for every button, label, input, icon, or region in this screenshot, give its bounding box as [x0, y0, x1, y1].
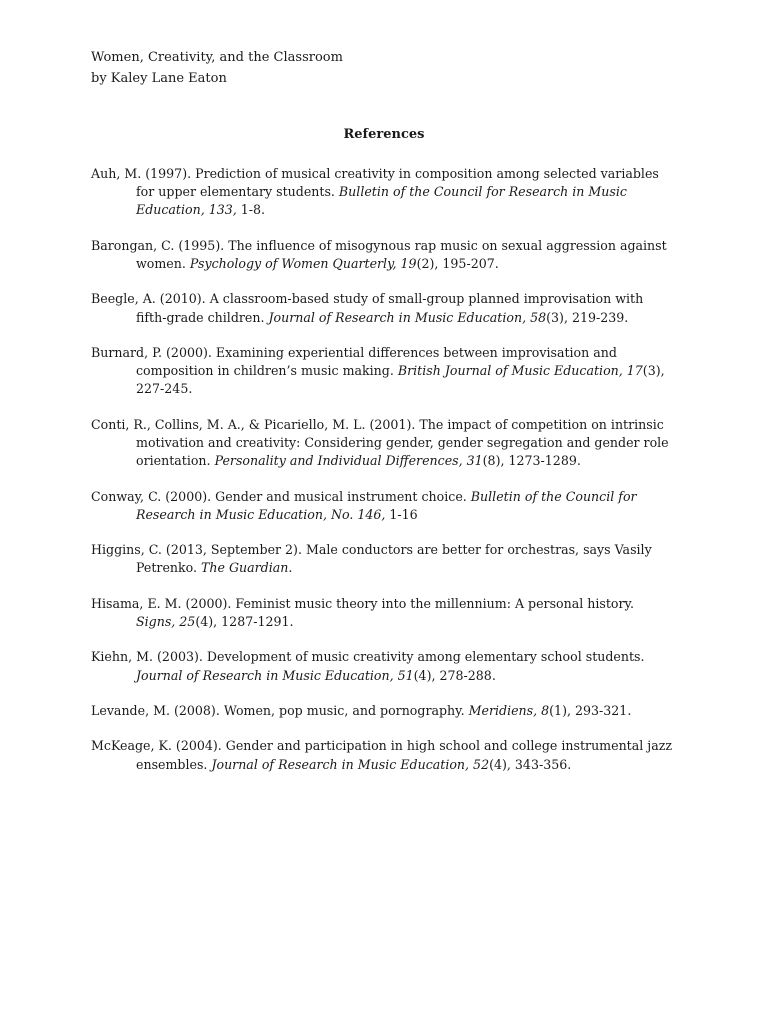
- reference-text: Levande, M. (2008). Women, pop music, and pornography.: [91, 702, 469, 718]
- reference-entry: [91, 595, 676, 631]
- reference-entry: [91, 648, 676, 684]
- reference-source: Meridiens, 8: [468, 702, 550, 718]
- reference-details: 1-16: [385, 506, 418, 522]
- reference-source: Journal of Research in Music Education, 51: [136, 667, 414, 683]
- reference-text: Higgins, C. (2013, September 2). Male conductors are better for orchestras, says Vasily Petrenko.: [91, 542, 652, 576]
- reference-entry: [91, 488, 676, 524]
- reference-entry: [91, 290, 676, 326]
- reference-source: Signs, 25: [136, 613, 196, 629]
- reference-details: (3), 227-245.: [136, 363, 665, 397]
- reference-source: Bulletin of the Council for Research in Music Education, No. 146,: [136, 488, 637, 522]
- reference-entry: [91, 237, 676, 273]
- reference-source: Bulletin of the Council for Research in Music Education, 133,: [136, 184, 627, 218]
- reference-source: Journal of Research in Music Education, 58: [268, 309, 547, 325]
- reference-text: Conti, R., Collins, M. A., & Picariello, M. L. (2001). The impact of competition on intrinsic motivation and creativity: Considering gender, gender segregation and gender role orientation.: [91, 416, 669, 469]
- reference-entry: [91, 416, 676, 471]
- reference-source: Psychology of Women Quarterly, 19: [189, 256, 417, 271]
- reference-text: Hisama, E. M. (2000). Feminist music theory into the millennium: A personal history.: [91, 595, 634, 611]
- reference-entry: [91, 737, 676, 773]
- reference-details: (3), 219-239.: [546, 309, 629, 325]
- reference-source: The Guardian.: [201, 560, 293, 576]
- reference-details: (1), 293-321.: [549, 702, 632, 718]
- reference-details: (2), 195-207.: [416, 256, 499, 271]
- reference-entry: [91, 702, 676, 720]
- document-author: by Kaley Lane Eaton: [91, 71, 227, 86]
- reference-source: Journal of Research in Music Education, 52: [211, 756, 490, 772]
- reference-details: (4), 1287-1291.: [195, 613, 294, 629]
- reference-entry: [91, 344, 676, 399]
- reference-source: Personality and Individual Differences, 31: [214, 453, 483, 469]
- reference-text: Conway, C. (2000). Gender and musical instrument choice.: [91, 488, 471, 504]
- reference-text: Beegle, A. (2010). A classroom-based study of small-group planned improvisation with fifth-grade children.: [91, 291, 644, 325]
- references-heading: References: [343, 127, 425, 142]
- reference-source: British Journal of Music Education, 17: [397, 363, 643, 379]
- reference-text: Burnard, P. (2000). Examining experiential differences between improvisation and composition in children’s music making.: [91, 344, 617, 379]
- reference-details: (4), 343-356.: [489, 756, 572, 772]
- reference-text: Auh, M. (1997). Prediction of musical creativity in composition among selected variables for upper elementary students.: [91, 166, 659, 200]
- reference-details: (8), 1273-1289.: [482, 453, 581, 469]
- reference-text: McKeage, K. (2004). Gender and participation in high school and college instrumental jazz ensembles.: [91, 738, 672, 772]
- reference-details: (4), 278-288.: [413, 667, 496, 683]
- reference-entry: [91, 165, 676, 220]
- reference-text: Barongan, C. (1995). The influence of misogynous rap music on sexual aggression against women.: [91, 237, 667, 271]
- reference-text: Kiehn, M. (2003). Development of music creativity among elementary school students.: [91, 649, 645, 665]
- reference-details: 1-8.: [236, 202, 266, 218]
- reference-entry: [91, 541, 676, 577]
- document-title: Women, Creativity, and the Classroom: [91, 50, 343, 65]
- references-list: [91, 165, 676, 791]
- document-header: [91, 47, 343, 89]
